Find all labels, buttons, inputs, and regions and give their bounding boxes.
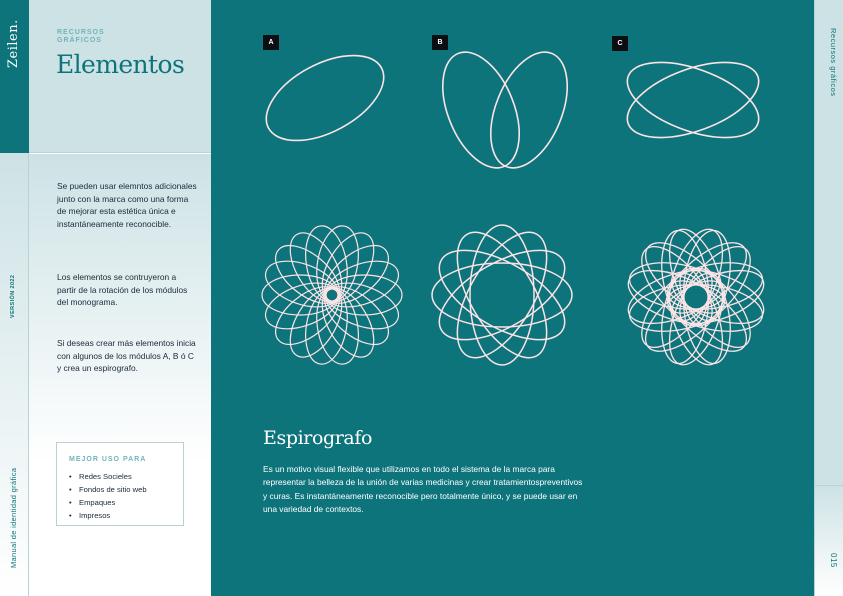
sidebar-header [29,0,211,153]
intro-paragraph-2: Los elementos se contruyeron a partir de la rotación de los módulos del monograma. [57,272,188,308]
intro-paragraph-3: Si deseas crear más elementos inicia con algunos de los módulos A, B ó C y crea un espirografo. [57,338,196,374]
best-use-title: MEJOR USO PARA [69,456,147,463]
version-label: VERSIÓN 2022 [10,274,16,318]
spirograph-b [425,218,578,371]
spirograph-a [259,223,404,368]
sidebar [29,0,211,596]
module-a-shape [253,38,398,158]
list-item: • Impresos [69,509,147,522]
right-strip [814,0,843,596]
page-title: Elementos [56,50,185,79]
module-badge-a: A [263,35,279,50]
module-c-shape [618,47,769,152]
left-strip [0,0,29,596]
module-badge-c: C [612,36,628,51]
list-item: • Fondos de sitio web [69,483,147,496]
manual-label: Manual de identidad gráfica [9,467,18,568]
section-kicker: RECURSOS GRÁFICOS [57,29,105,44]
right-strip-bottom [815,485,843,596]
spirograph-description: Es un motivo visual flexible que utilizamos en todo el sistema de la marca para representar la belleza de la unión de varias medicinas y crear tratamientospreventivos y curas. Es instantáneamente reconocible pero totalmente único, y se puede usar en una variedad de contextos. [263,464,583,515]
page-number: 015 [829,553,838,568]
module-b-shape [428,41,583,179]
spirograph-c [621,222,770,371]
module-badge-b: B [432,35,448,50]
main-panel [211,0,814,596]
section-label: Recursos gráficos [829,28,838,97]
spirograph-title: Espirografo [263,427,373,449]
intro-paragraph-1: Se pueden usar elemntos adicionales junto con la marca como una forma de mejorar esta estética única e instantáneamente reconocible. [57,181,197,230]
list-item: • Redes Socieles [69,470,147,483]
brand-logo: Zeilen. [6,19,21,68]
list-item: • Empaques [69,496,147,509]
best-use-box [56,442,184,526]
best-use-list [69,470,147,522]
